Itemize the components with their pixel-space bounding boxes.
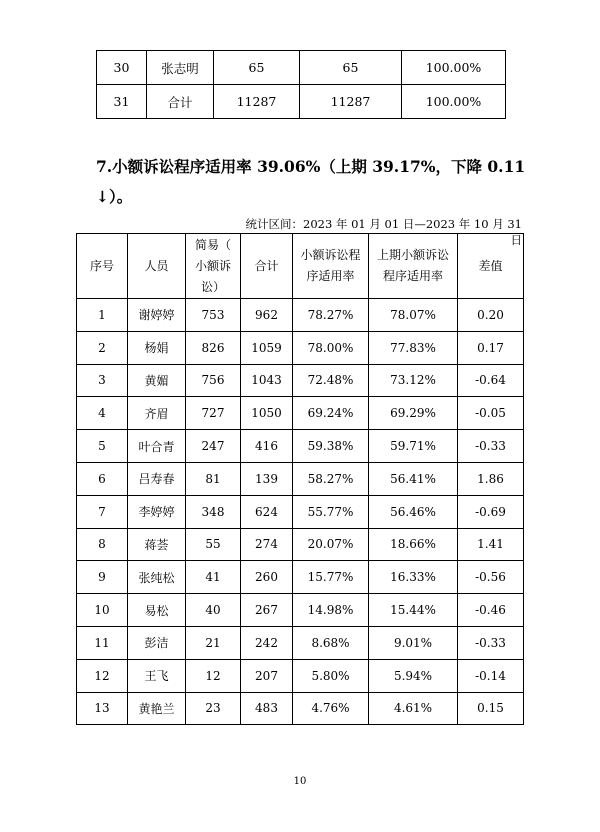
cell-person: 彭洁 (128, 626, 186, 659)
cell-total: 65 (300, 51, 402, 85)
cell-difference: -0.14 (458, 659, 524, 692)
cell-index: 9 (77, 561, 128, 594)
cell-person: 叶合青 (128, 430, 186, 463)
page-number: 10 (293, 776, 307, 787)
cell-previous-rate: 78.07% (369, 299, 458, 332)
cell-difference: 0.20 (458, 299, 524, 332)
cell-rate: 100.00% (402, 85, 506, 119)
cell-total: 624 (241, 495, 293, 528)
table-row (97, 51, 506, 85)
table-row (97, 85, 506, 119)
cell-person: 李婷婷 (128, 495, 186, 528)
table-row (77, 528, 524, 561)
cell-previous-rate: 56.41% (369, 462, 458, 495)
cell-simple-count: 12 (186, 659, 241, 692)
cell-index: 6 (77, 462, 128, 495)
cell-index: 1 (77, 299, 128, 332)
table-row (77, 626, 524, 659)
cell-current-rate: 15.77% (293, 561, 369, 594)
cell-current-rate: 20.07% (293, 528, 369, 561)
table-row (77, 495, 524, 528)
cell-total: 1043 (241, 364, 293, 397)
cell-total: 139 (241, 462, 293, 495)
cell-person: 蒋荟 (128, 528, 186, 561)
table-row (77, 659, 524, 692)
table-row (77, 462, 524, 495)
header-index: 序号 (77, 234, 128, 299)
cell-person: 吕寿春 (128, 462, 186, 495)
cell-count: 65 (214, 51, 300, 85)
header-total: 合计 (241, 234, 293, 299)
header-current-rate: 小额诉讼程 序适用率 (293, 234, 369, 299)
cell-previous-rate: 73.12% (369, 364, 458, 397)
cell-rate: 100.00% (402, 51, 506, 85)
cell-index: 11 (77, 626, 128, 659)
cell-person: 张纯松 (128, 561, 186, 594)
cell-previous-rate: 69.29% (369, 397, 458, 430)
table-header-row (77, 234, 524, 299)
cell-total: 1059 (241, 331, 293, 364)
cell-index: 4 (77, 397, 128, 430)
cell-index: 8 (77, 528, 128, 561)
cell-current-rate: 8.68% (293, 626, 369, 659)
cell-previous-rate: 15.44% (369, 594, 458, 627)
cell-previous-rate: 16.33% (369, 561, 458, 594)
cell-person: 黄媚 (128, 364, 186, 397)
cell-total: 267 (241, 594, 293, 627)
cell-total: 207 (241, 659, 293, 692)
cell-previous-rate: 18.66% (369, 528, 458, 561)
table-row (77, 299, 524, 332)
cell-total: 962 (241, 299, 293, 332)
cell-current-rate: 78.00% (293, 331, 369, 364)
cell-total: 1050 (241, 397, 293, 430)
cell-difference: -0.46 (458, 594, 524, 627)
cell-total: 260 (241, 561, 293, 594)
cell-difference: -0.33 (458, 626, 524, 659)
cell-difference: 1.86 (458, 462, 524, 495)
cell-difference: -0.64 (458, 364, 524, 397)
cell-person: 杨娟 (128, 331, 186, 364)
header-person: 人员 (128, 234, 186, 299)
header-simple-small-claims: 简易（ 小额诉讼） (186, 234, 241, 299)
cell-previous-rate: 59.71% (369, 430, 458, 463)
cell-previous-rate: 5.94% (369, 659, 458, 692)
cell-current-rate: 14.98% (293, 594, 369, 627)
cell-total: 11287 (300, 85, 402, 119)
cell-simple-count: 826 (186, 331, 241, 364)
cell-difference: -0.33 (458, 430, 524, 463)
cell-simple-count: 41 (186, 561, 241, 594)
table-row (77, 692, 524, 725)
table-row (77, 331, 524, 364)
cell-index: 13 (77, 692, 128, 725)
cell-difference: -0.69 (458, 495, 524, 528)
cell-person: 黄艳兰 (128, 692, 186, 725)
section-heading-line2: ↓）。 (96, 187, 133, 206)
cell-simple-count: 23 (186, 692, 241, 725)
cell-current-rate: 55.77% (293, 495, 369, 528)
cell-total: 274 (241, 528, 293, 561)
cell-simple-count: 40 (186, 594, 241, 627)
cell-previous-rate: 56.46% (369, 495, 458, 528)
cell-person: 谢婷婷 (128, 299, 186, 332)
statistics-period: 统计区间：2023 年 01 月 01 日—2023 年 10 月 31 日 (245, 217, 522, 247)
cell-current-rate: 59.38% (293, 430, 369, 463)
section-heading-line1: 7.小额诉讼程序适用率 39.06%（上期 39.17%，下降 0.11 (96, 157, 526, 176)
cell-index: 30 (97, 51, 147, 85)
cell-current-rate: 4.76% (293, 692, 369, 725)
cell-previous-rate: 9.01% (369, 626, 458, 659)
cell-difference: 1.41 (458, 528, 524, 561)
cell-simple-count: 348 (186, 495, 241, 528)
cell-simple-count: 21 (186, 626, 241, 659)
table-row (77, 594, 524, 627)
section-heading (96, 152, 526, 212)
table-row (77, 397, 524, 430)
header-difference: 差值 (458, 234, 524, 299)
cell-simple-count: 81 (186, 462, 241, 495)
cell-difference: -0.05 (458, 397, 524, 430)
cell-index: 12 (77, 659, 128, 692)
cell-current-rate: 78.27% (293, 299, 369, 332)
cell-difference: -0.56 (458, 561, 524, 594)
previous-table-continuation (96, 50, 506, 119)
cell-index: 5 (77, 430, 128, 463)
cell-total: 242 (241, 626, 293, 659)
header-previous-rate: 上期小额诉讼 程序适用率 (369, 234, 458, 299)
table-row (77, 430, 524, 463)
cell-simple-count: 753 (186, 299, 241, 332)
cell-person: 张志明 (147, 51, 214, 85)
cell-person: 易松 (128, 594, 186, 627)
cell-previous-rate: 77.83% (369, 331, 458, 364)
cell-index: 10 (77, 594, 128, 627)
cell-simple-count: 55 (186, 528, 241, 561)
cell-current-rate: 72.48% (293, 364, 369, 397)
cell-previous-rate: 4.61% (369, 692, 458, 725)
cell-total: 483 (241, 692, 293, 725)
cell-index: 31 (97, 85, 147, 119)
cell-index: 7 (77, 495, 128, 528)
cell-index: 2 (77, 331, 128, 364)
cell-person: 齐眉 (128, 397, 186, 430)
cell-person: 合计 (147, 85, 214, 119)
cell-count: 11287 (214, 85, 300, 119)
cell-index: 3 (77, 364, 128, 397)
cell-difference: 0.15 (458, 692, 524, 725)
cell-current-rate: 5.80% (293, 659, 369, 692)
cell-person: 王飞 (128, 659, 186, 692)
cell-simple-count: 727 (186, 397, 241, 430)
cell-current-rate: 69.24% (293, 397, 369, 430)
cell-simple-count: 247 (186, 430, 241, 463)
small-claims-rate-table (76, 233, 524, 725)
cell-difference: 0.17 (458, 331, 524, 364)
cell-simple-count: 756 (186, 364, 241, 397)
table-row (77, 561, 524, 594)
cell-current-rate: 58.27% (293, 462, 369, 495)
cell-total: 416 (241, 430, 293, 463)
table-row (77, 364, 524, 397)
